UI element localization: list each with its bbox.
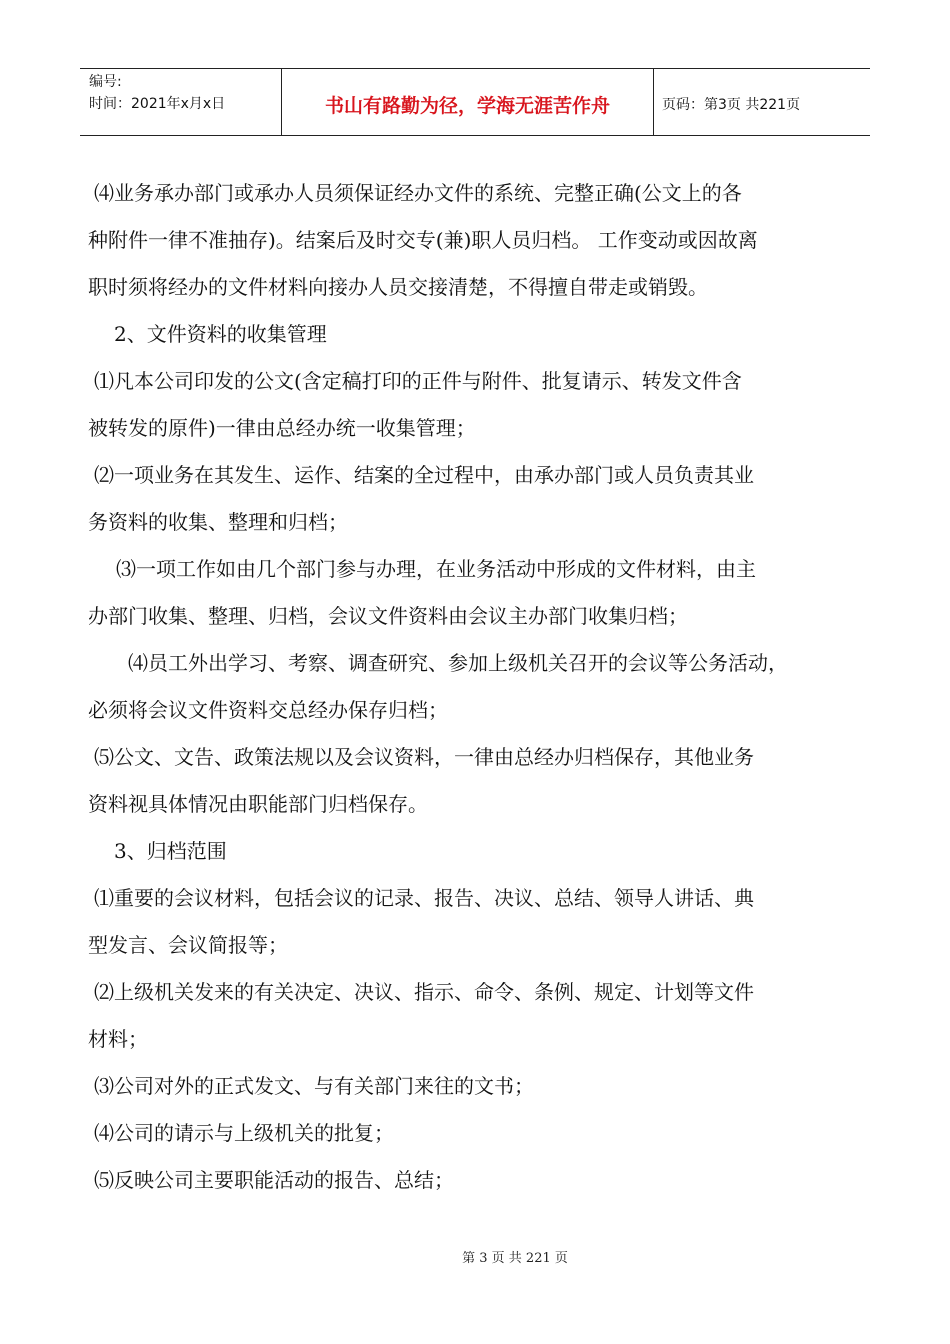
- body-line: 职时须将经办的文件材料向接办人员交接清楚，不得擅自带走或销毁。: [88, 275, 708, 299]
- body-line: 办部门收集、整理、归档，会议文件资料由会议主办部门收集归档；: [88, 604, 688, 628]
- body-line: ⑸反映公司主要职能活动的报告、总结；: [94, 1168, 454, 1192]
- document-number-label: 编号:: [89, 74, 122, 90]
- header-motto: 书山有路勤为径，学海无涯苦作舟: [282, 69, 654, 135]
- body-line: 必须将会议文件资料交总经办保存归档；: [88, 698, 448, 722]
- body-line: 务资料的收集、整理和归档；: [88, 510, 348, 534]
- body-line: 材料；: [88, 1027, 148, 1051]
- body-line: ⑷公司的请示与上级机关的批复；: [94, 1121, 394, 1145]
- document-body: [88, 170, 868, 1204]
- document-date: 时间：2021年x月x日: [89, 96, 226, 112]
- body-line: ⑷业务承办部门或承办人员须保证经办文件的系统、完整正确(公文上的各: [94, 181, 742, 205]
- body-line: ⑷员工外出学习、考察、调查研究、参加上级机关召开的会议等公务活动，: [128, 651, 788, 675]
- document-header: [80, 68, 870, 136]
- body-line: ⑴凡本公司印发的公文(含定稿打印的正件与附件、批复请示、转发文件含: [94, 369, 742, 393]
- body-line: ⑶公司对外的正式发文、与有关部门来往的文书；: [94, 1074, 534, 1098]
- header-meta-cell: [80, 69, 282, 135]
- header-page-info: 页码：第3页 共221页: [662, 97, 801, 113]
- section-heading: 2、文件资料的收集管理: [114, 322, 327, 346]
- body-line: 资料视具体情况由职能部门归档保存。: [88, 792, 428, 816]
- body-line: ⑵一项业务在其发生、运作、结案的全过程中，由承办部门或人员负责其业: [94, 463, 754, 487]
- section-heading: 3、归档范围: [114, 839, 227, 863]
- body-line: 型发言、会议简报等；: [88, 933, 288, 957]
- body-line: ⑵上级机关发来的有关决定、决议、指示、命令、条例、规定、计划等文件: [94, 980, 754, 1004]
- body-line: 被转发的原件)一律由总经办统一收集管理；: [88, 416, 476, 440]
- body-line: ⑸公文、文告、政策法规以及会议资料，一律由总经办归档保存，其他业务: [94, 745, 754, 769]
- body-line: 种附件一律不准抽存)。结案后及时交专(兼)职人员归档。 工作变动或因故离: [88, 228, 758, 252]
- body-line: ⑶一项工作如由几个部门参与办理，在业务活动中形成的文件材料，由主: [116, 557, 756, 581]
- body-line: ⑴重要的会议材料，包括会议的记录、报告、决议、总结、领导人讲话、典: [94, 886, 754, 910]
- page-footer: 第 3 页 共 221 页: [462, 1251, 568, 1266]
